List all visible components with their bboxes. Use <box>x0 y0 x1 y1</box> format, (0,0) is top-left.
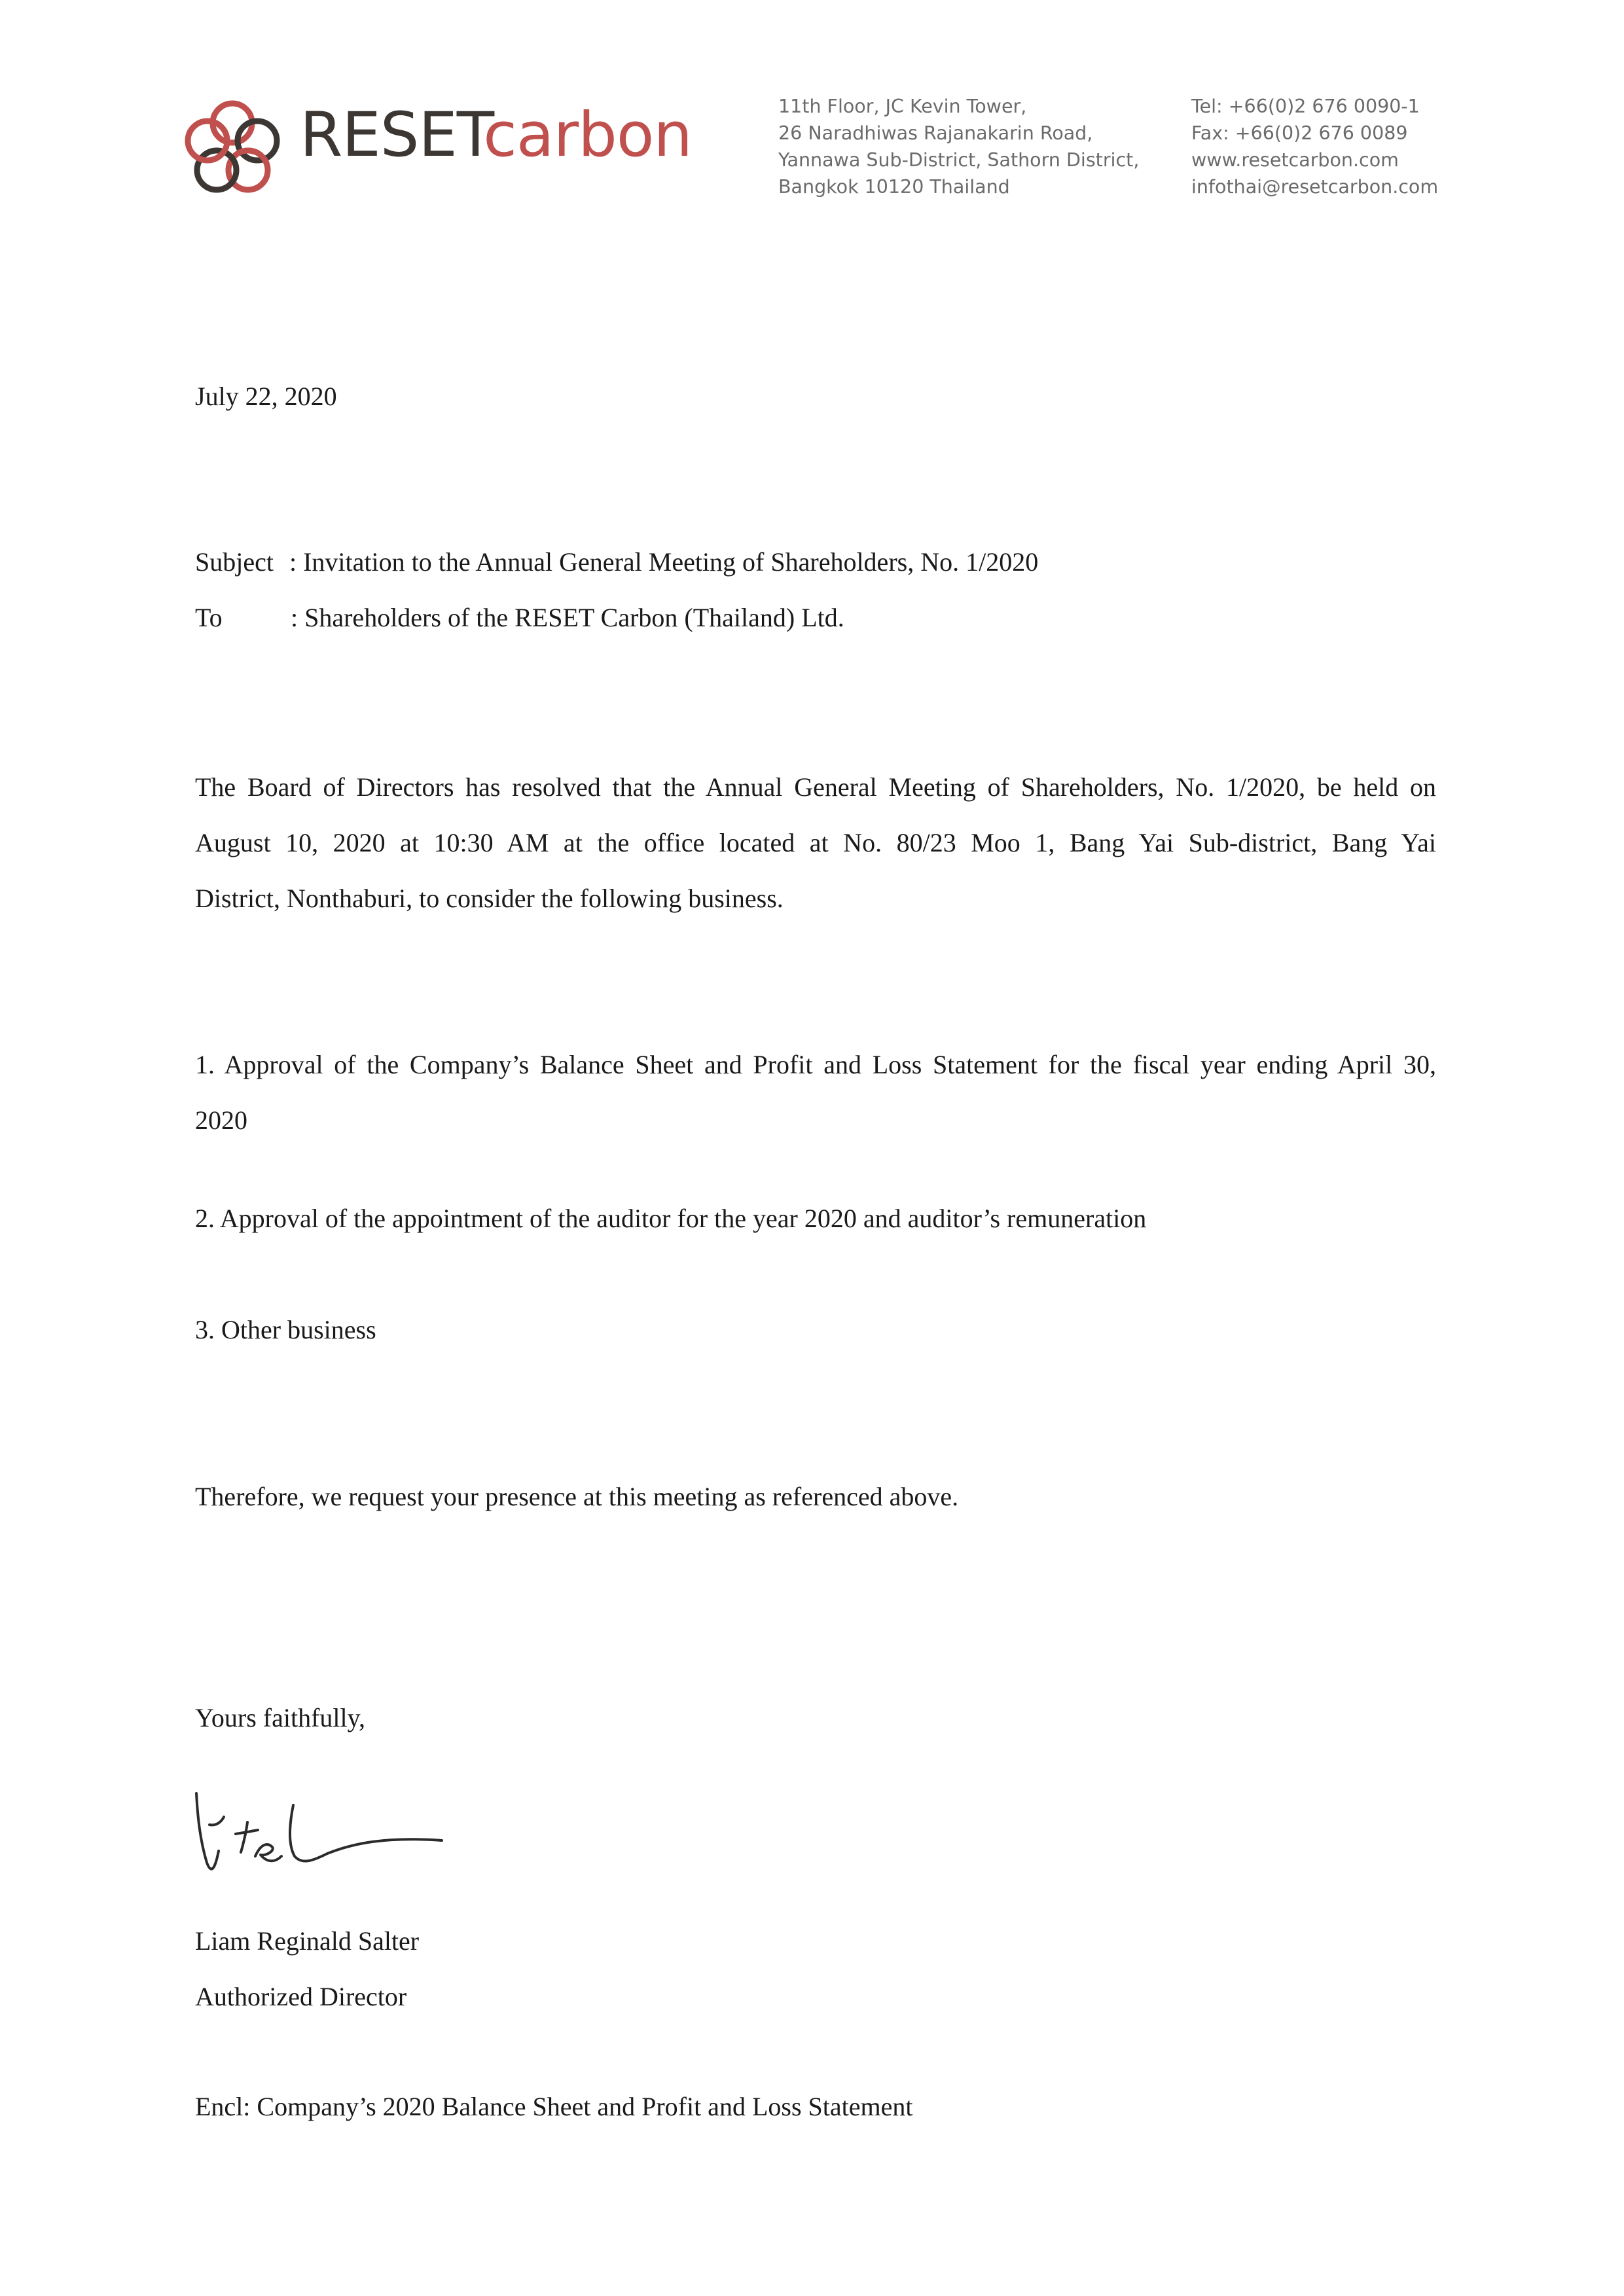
contact-website[interactable]: www.resetcarbon.com <box>1191 149 1399 171</box>
subject-label: Subject <box>195 547 274 577</box>
subject-line <box>195 547 1038 578</box>
handwritten-signature <box>190 1779 452 1890</box>
to-text: : Shareholders of the RESET Carbon (Thailand) Ltd. <box>291 603 844 632</box>
flower-logo-icon <box>177 92 288 209</box>
closing-request: Therefore, we request your presence at this meeting as referenced above. <box>195 1482 959 1511</box>
signatory-title: Authorized Director <box>195 1982 407 2011</box>
enclosure-note: Encl: Company’s 2020 Balance Sheet and Profit and Loss Statement <box>195 2092 913 2121</box>
intro-paragraph <box>195 759 1436 926</box>
address-line: 11th Floor, JC Kevin Tower, <box>778 96 1027 117</box>
company-address <box>778 93 1139 200</box>
contact-fax: Fax: +66(0)2 676 0089 <box>1191 122 1408 144</box>
address-line: 26 Naradhiwas Rajanakarin Road, <box>778 122 1093 144</box>
salutation: Yours faithfully, <box>195 1703 366 1732</box>
agenda-item-1 <box>195 1037 1436 1148</box>
logo-wordmark <box>300 99 692 171</box>
to-label: To <box>195 603 223 632</box>
subject-text: : Invitation to the Annual General Meeting of Shareholders, No. 1/2020 <box>289 547 1039 577</box>
contact-phone: Tel: +66(0)2 676 0090-1 <box>1191 96 1420 117</box>
address-line: Yannawa Sub-District, Sathorn District, <box>778 149 1140 171</box>
logo-word-reset: RESET <box>300 99 484 171</box>
address-line: Bangkok 10120 Thailand <box>778 176 1010 198</box>
intro-line: District, Nonthaburi, to consider the following business. <box>195 884 784 913</box>
agenda-item-3: 3. Other business <box>195 1315 376 1344</box>
intro-line: The Board of Directors has resolved that the Annual General Meeting of Shareholders, No. 1/2020, be held on <box>195 772 1436 802</box>
recipient-line <box>195 602 844 634</box>
letter-date: July 22, 2020 <box>195 382 337 411</box>
agenda-line: 2020 <box>195 1105 247 1135</box>
company-contact <box>1191 93 1438 200</box>
agenda-item-2: 2. Approval of the appointment of the auditor for the year 2020 and auditor’s remuneration <box>195 1204 1147 1233</box>
company-logo <box>177 92 692 216</box>
signatory-name: Liam Reginald Salter <box>195 1926 420 1956</box>
contact-email[interactable]: infothai@resetcarbon.com <box>1191 176 1439 198</box>
letterhead <box>0 0 1624 223</box>
agenda-line: 1. Approval of the Company’s Balance Sheet and Profit and Loss Statement for the fiscal year ending April 30, <box>195 1050 1436 1079</box>
logo-word-carbon: carbon <box>483 99 692 171</box>
intro-line: August 10, 2020 at 10:30 AM at the office located at No. 80/23 Moo 1, Bang Yai Sub-district, Bang Yai <box>195 828 1436 857</box>
